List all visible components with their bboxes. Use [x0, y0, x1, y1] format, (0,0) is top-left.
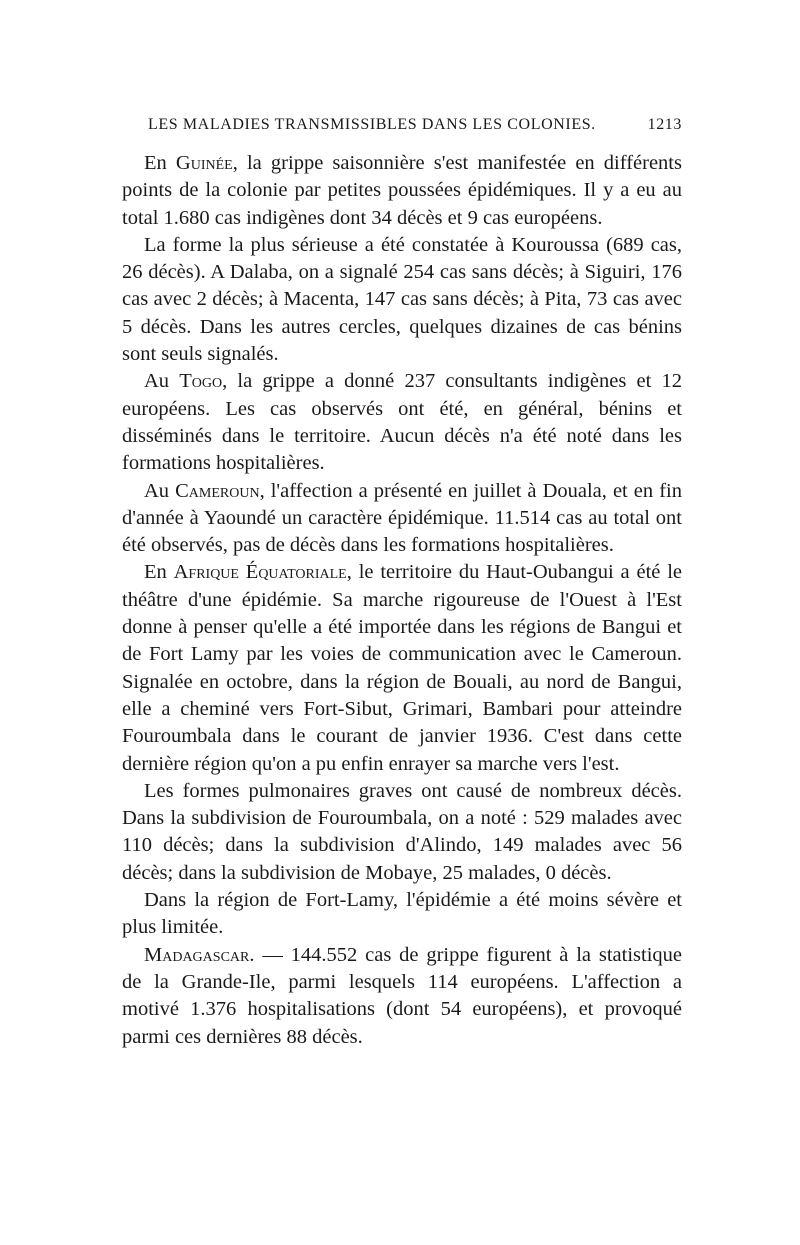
page-number: 1213: [647, 116, 682, 133]
region-name-cameroun: Cameroun: [175, 479, 260, 502]
paragraph-fort-lamy: [122, 887, 682, 942]
paragraph-text: Les formes pulmonaires graves ont causé de nombreux décès. Dans la subdivision de Fouroumbala, on a noté : 529 malades avec 110 décès; dans la subdivision d'Alindo, 149 malades avec 56 décès; dans la subdivision de Mobaye, 25 malades, 0 décès.: [122, 779, 682, 884]
paragraph-kouroussa: [122, 232, 682, 368]
paragraph-text: , la grippe a donné 237 consultants indigènes et 12 européens. Les cas observés ont été, en général, bénins et disséminés dans le territoire. Aucun décès n'a été noté dans les formations hospitalières.: [122, 370, 682, 475]
region-name-guinee: Guinée: [175, 152, 233, 174]
paragraph-madagascar: [122, 942, 682, 1051]
paragraph-text: , le territoire du Haut-Oubangui a été le théâtre d'une épidémie. Sa marche rigoureuse de l'Ouest à l'Est donne à penser qu'elle a été importée dans les régions de Bangui et de Fort Lamy par les voies de communication avec le Cameroun. Signalée en octobre, dans la région de Bouali, au nord de Bangui, elle a cheminé vers Fort-Sibut, Grimari, Bambari pour atteindre Fouroumbala dans le courant de janvier 1936. C'est dans cette dernière région qu'on a pu enfin enrayer sa marche vers l'est.: [122, 561, 682, 775]
paragraph-guinee: [122, 150, 682, 232]
paragraph-text: La forme la plus sérieuse a été constatée à Kouroussa (689 cas, 26 décès). A Dalaba, on a signalé 254 cas sans décès; à Siguiri, 176 cas avec 2 décès; à Macenta, 147 cas sans décès; à Pita, 73 cas avec 5 décès. Dans les autres cercles, quelques dizaines de cas bénins sont seuls signalés.: [122, 233, 682, 366]
region-name-madagascar: Madagascar: [144, 943, 250, 966]
paragraph-lead: Au: [144, 370, 180, 393]
region-name-togo: Togo: [179, 370, 223, 393]
paragraph-lead: En: [144, 561, 174, 584]
paragraph-togo: [122, 368, 682, 477]
paragraph-text: . — 144.552 cas de grippe figurent à la statistique de la Grande-Ile, parmi lesquels 114 européens. L'affection a motivé 1.376 hospitalisations (dont 54 européens), et provoqué parmi ces dernières 88 décès.: [122, 943, 682, 1048]
paragraph-text: , l'affection a présenté en juillet à Douala, et en fin d'année à Yaoundé un caractère épidémique. 11.514 cas au total ont été observés, pas de décès dans les formations hospitalières.: [122, 479, 682, 557]
paragraph-lead: En: [144, 152, 176, 174]
paragraph-text: Dans la région de Fort-Lamy, l'épidémie a été moins sévère et plus limitée.: [122, 889, 682, 939]
running-head-title: LES MALADIES TRANSMISSIBLES DANS LES COLONIES.: [148, 116, 596, 133]
region-name-afrique-equatoriale: Afrique Équatoriale: [173, 561, 347, 584]
paragraph-formes-pulmonaires: [122, 778, 682, 887]
paragraph-afrique-equatoriale: [122, 559, 682, 777]
running-head: [148, 116, 682, 134]
body-text: [122, 150, 682, 1051]
paragraph-text: , la grippe saisonnière s'est manifestée en différents points de la colonie par petites poussées épidémiques. Il y a eu au total 1.680 cas indigènes dont 34 décès et 9 cas européens.: [122, 152, 682, 229]
paragraph-lead: Au: [144, 479, 176, 502]
paragraph-cameroun: [122, 478, 682, 560]
